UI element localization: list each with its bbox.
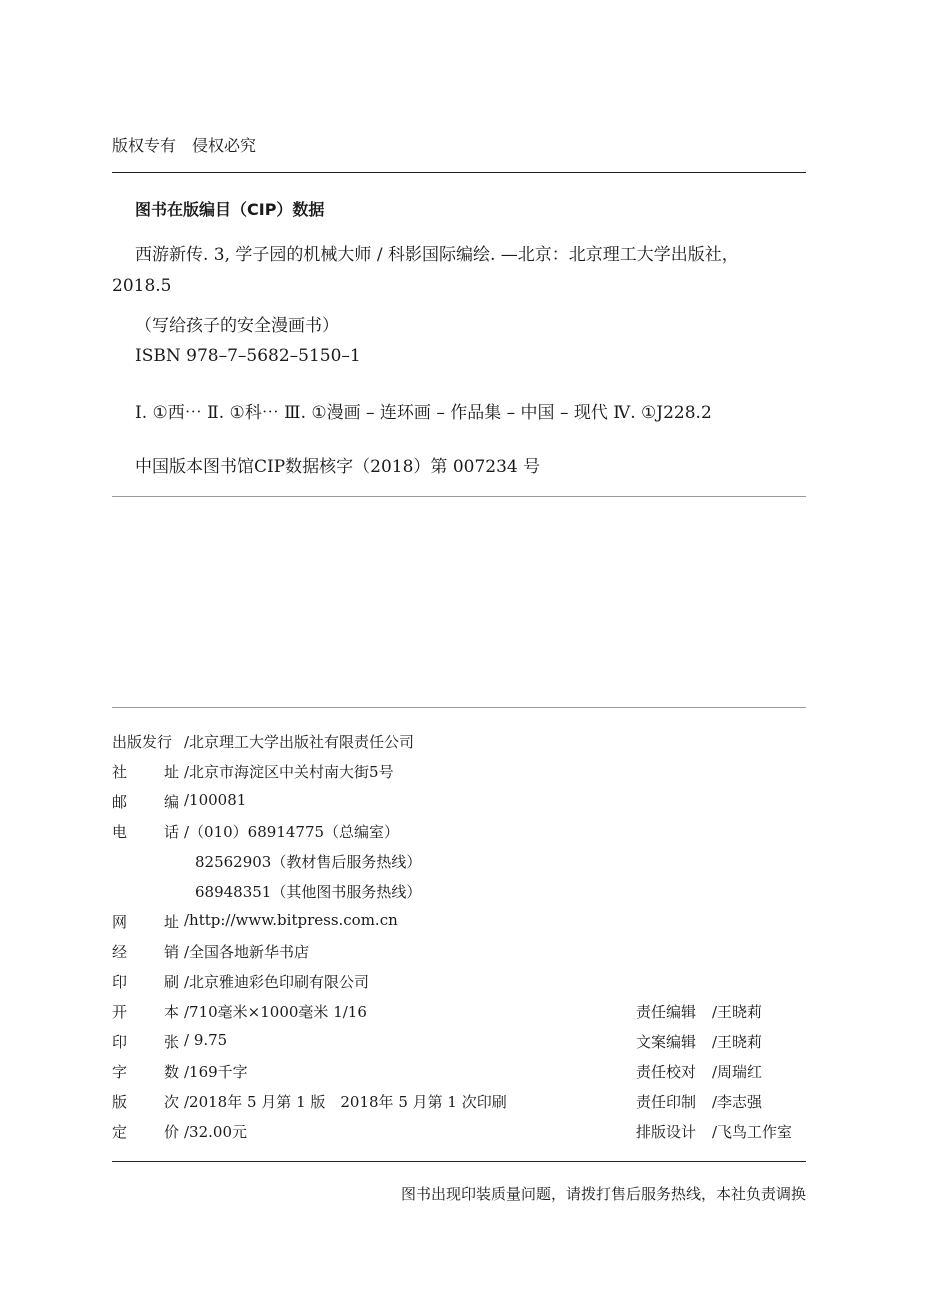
cip-bottom-rule [112,496,806,497]
staff-name: /飞鸟工作室 [712,1123,793,1141]
edition-label-1: 版 [112,1093,128,1111]
cip-series: （写给孩子的安全漫画书） [135,316,339,336]
sheets-value: / 9.75 [184,1031,228,1049]
address-value: /北京市海淀区中关村南大街5号 [184,763,394,781]
cip-title-line: 西游新传. 3, 学子园的机械大师 / 科影国际编绘. —北京：北京理工大学出版社， [135,245,739,265]
format-value: /710毫米×1000毫米 1/16 [184,1003,367,1021]
price-label-2: 价 [164,1123,180,1141]
words-value: /169千字 [184,1063,248,1081]
format-label-2: 本 [164,1003,180,1021]
phone-label-2: 话 [164,823,180,841]
distribution-label-2: 销 [164,943,180,961]
words-label-1: 字 [112,1063,128,1081]
cip-date-line: 2018.5 [112,276,172,296]
printing-value: /北京雅迪彩色印刷有限公司 [184,973,370,991]
publication-info [0,731,950,1151]
phone-label-1: 电 [112,823,128,841]
words-label-2: 数 [164,1063,180,1081]
website-value[interactable]: /http://www.bitpress.com.cn [184,911,398,929]
format-label-1: 开 [112,1003,128,1021]
printing-label-1: 印 [112,973,128,991]
quality-notice: 图书出现印装质量问题，请拨打售后服务热线，本社负责调换 [400,1185,806,1203]
cip-isbn: ISBN 978–7–5682–5150–1 [135,346,361,366]
distribution-value: /全国各地新华书店 [184,943,310,961]
publisher-value: /北京理工大学出版社有限责任公司 [184,733,415,751]
staff-name: /周瑞红 [712,1063,763,1081]
postcode-label-1: 邮 [112,793,128,811]
address-label-2: 址 [164,763,180,781]
copyright-notice: 版权专有 侵权必究 [112,136,257,155]
postcode-label-2: 编 [164,793,180,811]
publisher-label: 出版发行 [112,733,173,751]
staff-role: 文案编辑 [636,1033,697,1051]
cip-classification: Ⅰ. ①西⋯ Ⅱ. ①科⋯ Ⅲ. ①漫画 – 连环画 – 作品集 – 中国 – 现代 Ⅳ. ①J228.2 [135,403,712,423]
staff-role: 责任编辑 [636,1003,697,1021]
edition-label-2: 次 [164,1093,180,1111]
edition-value: /2018年 5 月第 1 版 2018年 5 月第 1 次印刷 [184,1093,507,1111]
address-label-1: 社 [112,763,128,781]
staff-name: /王晓莉 [712,1003,763,1021]
phone-value: /（010）68914775（总编室） [184,823,400,841]
website-label-2: 址 [164,913,180,931]
staff-role: 责任印制 [636,1093,697,1111]
cip-heading: 图书在版编目（CIP）数据 [135,200,325,219]
footer-rule [112,1161,806,1162]
price-value: /32.00元 [184,1123,247,1141]
cip-record-number: 中国版本图书馆CIP数据核字（2018）第 007234 号 [135,457,541,477]
publication-top-rule [112,707,806,708]
staff-role: 排版设计 [636,1123,697,1141]
staff-name: /王晓莉 [712,1033,763,1051]
sheets-label-2: 张 [164,1033,180,1051]
staff-name: /李志强 [712,1093,763,1111]
sheets-label-1: 印 [112,1033,128,1051]
website-label-1: 网 [112,913,128,931]
distribution-label-1: 经 [112,943,128,961]
printing-label-2: 刷 [164,973,180,991]
phone-aftersales: 82562903（教材售后服务热线） [195,853,422,871]
staff-role: 责任校对 [636,1063,697,1081]
postcode-value: /100081 [184,791,247,809]
cip-top-rule [112,172,806,173]
price-label-1: 定 [112,1123,128,1141]
phone-other: 68948351（其他图书服务热线） [195,883,422,901]
